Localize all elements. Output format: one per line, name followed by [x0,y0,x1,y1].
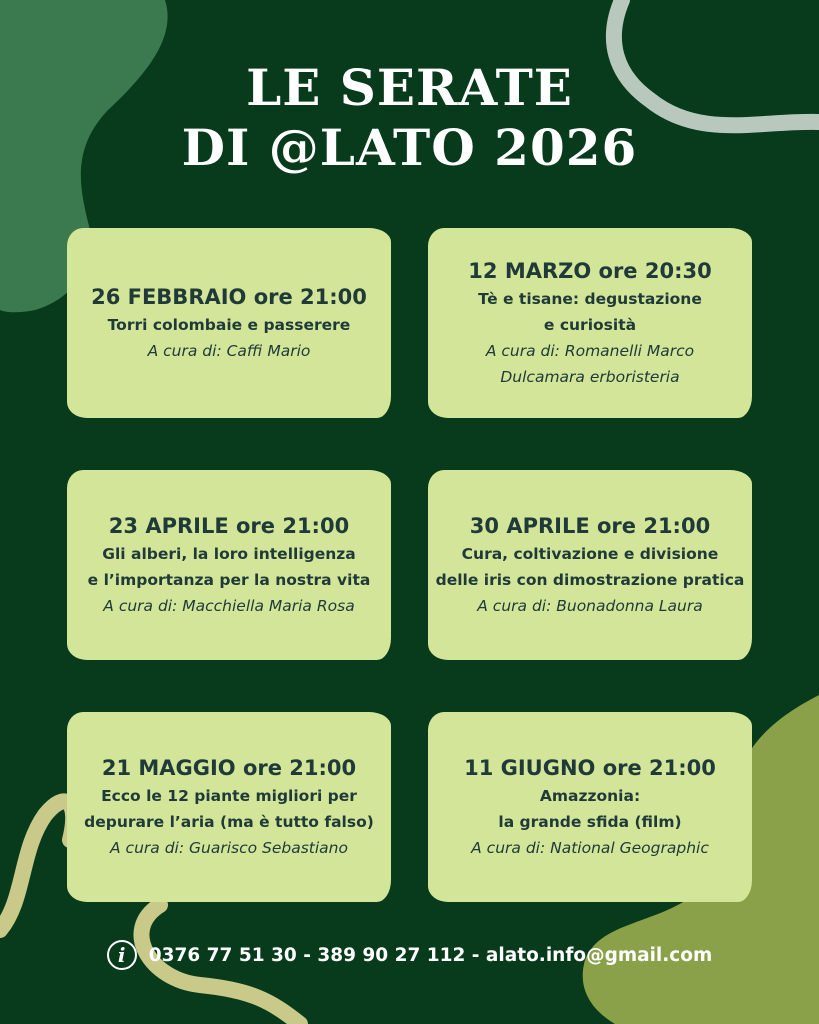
event-curator: A cura di: Romanelli Marco [485,342,695,360]
event-topic: Cura, coltivazione e divisione [461,545,719,563]
event-topic: Amazzonia: [539,787,641,805]
event-card-30-aprile [428,470,752,660]
event-topic: e l’importanza per la nostra vita [87,571,371,589]
event-card-21-maggio [67,712,391,902]
event-date: 26 FEBBRAIO ore 21:00 [91,285,367,309]
event-topic: Torri colombaie e passerere [107,316,351,334]
event-card-12-marzo [428,228,752,418]
title-line-2: DI @LATO 2026 [181,118,638,177]
event-date: 21 MAGGIO ore 21:00 [101,756,357,780]
event-date: 11 GIUGNO ore 21:00 [464,756,716,780]
event-card-23-aprile [67,470,391,660]
event-topic: Ecco le 12 piante migliori per [101,787,357,805]
event-card-26-febbraio [67,228,391,418]
event-topic: la grande sfida (film) [498,813,682,831]
contact-footer [0,935,819,975]
event-curator: Dulcamara erboristeria [500,368,680,386]
event-topic: e curiosità [543,316,637,334]
page-title [0,58,819,178]
title-line-1: LE SERATE [246,58,573,117]
event-curator: A cura di: Caffi Mario [147,342,311,360]
event-date: 23 APRILE ore 21:00 [108,514,350,538]
event-topic: depurare l’aria (ma è tutto falso) [84,813,374,831]
cream-squiggle-bottom-left [0,801,73,930]
event-curator: A cura di: Guarisco Sebastiano [110,839,348,857]
event-date: 30 APRILE ore 21:00 [469,514,711,538]
contact-details: 0376 77 51 30 - 389 90 27 112 - alato.info@gmail.com [148,944,713,966]
event-date: 12 MARZO ore 20:30 [468,259,712,283]
event-topic: Gli alberi, la loro intelligenza [102,545,356,563]
event-card-11-giugno [428,712,752,902]
event-curator: A cura di: National Geographic [471,839,709,857]
info-icon: i [107,940,137,970]
event-curator: A cura di: Buonadonna Laura [477,597,703,615]
event-topic: delle iris con dimostrazione pratica [435,571,745,589]
event-topic: Tè e tisane: degustazione [478,290,702,308]
event-curator: A cura di: Macchiella Maria Rosa [103,597,355,615]
